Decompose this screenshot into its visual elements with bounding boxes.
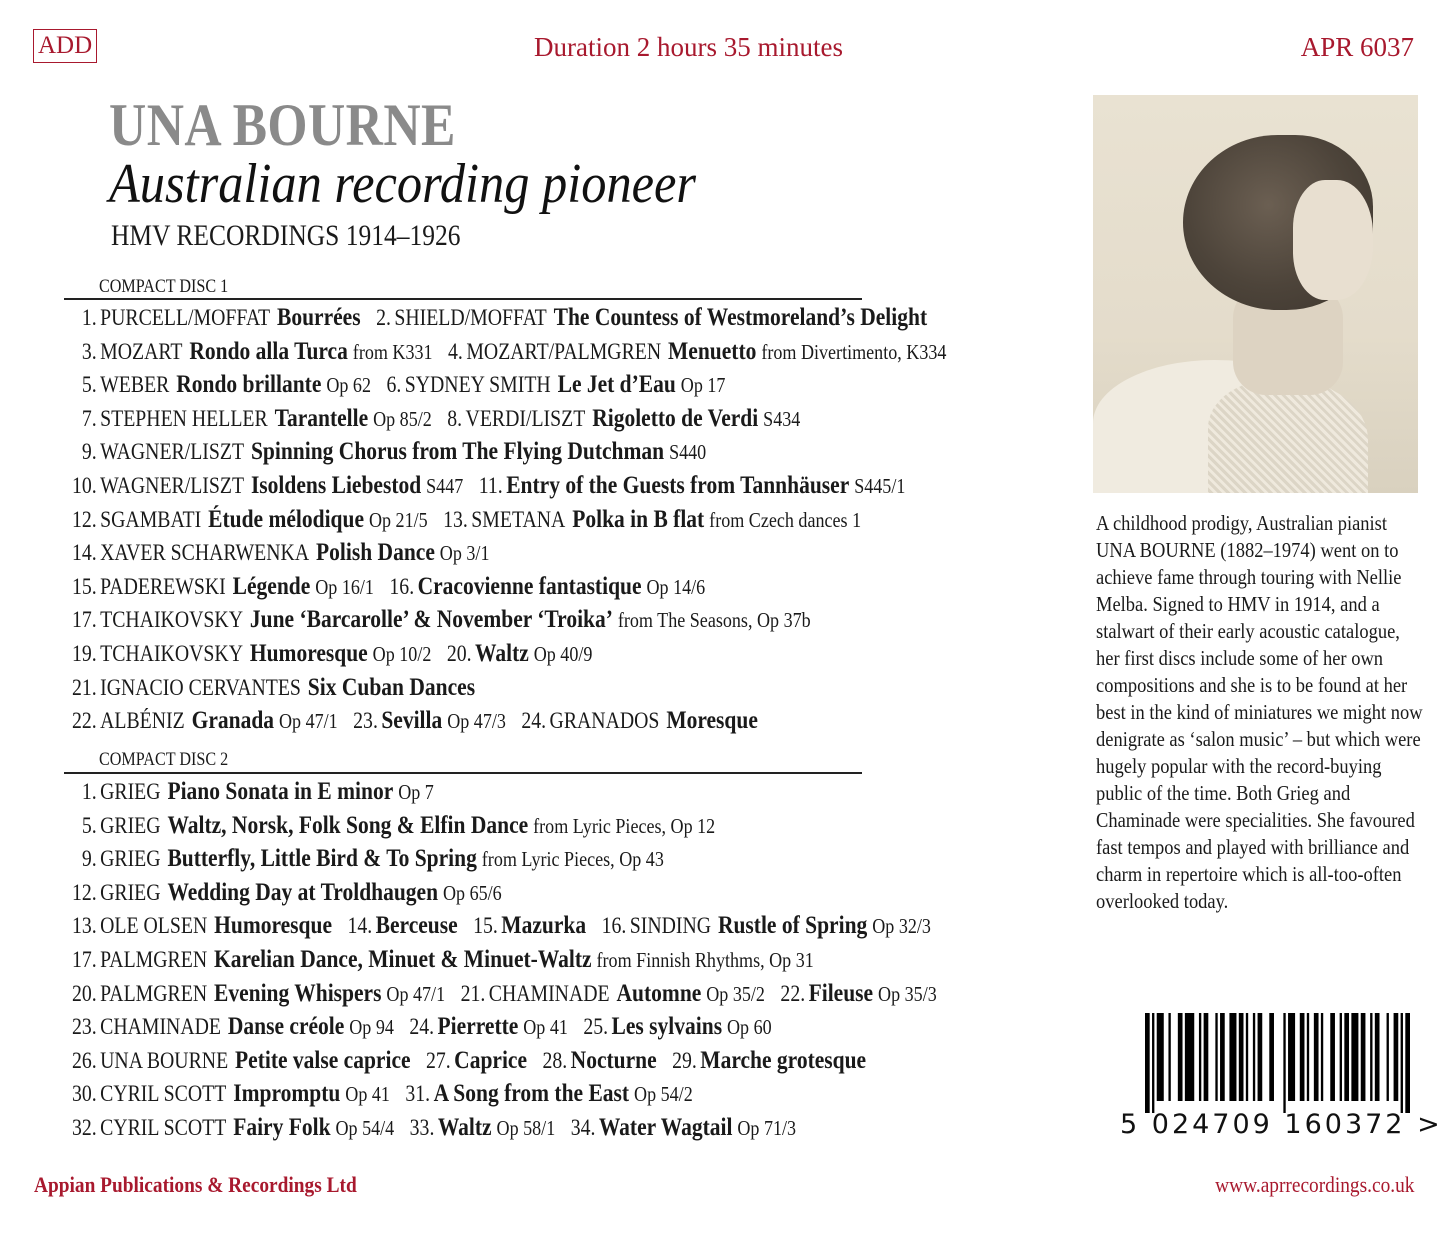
- track-composer: WAGNER/LISZT: [100, 473, 245, 498]
- track-title: Caprice: [454, 1046, 528, 1074]
- track-number: 14.: [347, 913, 373, 939]
- track-title: Butterfly, Little Bird & To Spring: [167, 845, 477, 873]
- track-number: 11.: [478, 473, 503, 498]
- track-number: 13.: [443, 506, 468, 532]
- tracklist-row: [64, 775, 434, 808]
- tracklist-row: [64, 335, 946, 368]
- track-title: Piano Sonata in E minor: [167, 778, 394, 805]
- track-detail: Op 54/4: [335, 1116, 395, 1140]
- track-title: The Countess of Westmoreland’s Delight: [553, 304, 928, 331]
- track-item: [672, 1048, 866, 1073]
- track-number: 20.: [446, 641, 472, 666]
- track-number: 12.: [71, 879, 97, 905]
- track-title: Rigoletto de Verdi: [592, 404, 759, 432]
- track-title: Automne: [616, 979, 702, 1007]
- track-title: Cracovienne fantastique: [417, 572, 642, 600]
- track-detail: Op 17: [680, 373, 726, 398]
- track-number: 15.: [71, 573, 97, 599]
- track-item: [64, 507, 428, 532]
- track-title: Waltz: [475, 640, 529, 667]
- track-title: Mazurka: [501, 912, 587, 940]
- track-item: [426, 1048, 527, 1073]
- track-detail: from Lyric Pieces, Op 43: [481, 847, 664, 872]
- track-title: Nocturne: [570, 1046, 657, 1074]
- track-number: 8.: [447, 405, 463, 431]
- track-item: [353, 708, 506, 733]
- track-title: Waltz: [437, 1114, 492, 1141]
- track-number: 27.: [426, 1047, 451, 1073]
- track-item: [64, 675, 475, 700]
- track-detail: Op 16/1: [315, 574, 374, 599]
- track-detail: S445/1: [854, 474, 906, 498]
- track-number: 23.: [353, 708, 378, 734]
- artist-name: UNA BOURNE: [109, 92, 456, 158]
- track-item: [64, 779, 434, 804]
- track-item: [64, 708, 338, 733]
- track-composer: WEBER: [100, 372, 170, 398]
- track-composer: OLE OLSEN: [100, 913, 208, 939]
- website-link[interactable]: www.aprrecordings.co.uk: [1214, 1172, 1414, 1197]
- photo-face-shape: [1293, 180, 1373, 300]
- tracklist-row: [64, 809, 715, 842]
- track-composer: GRIEG: [100, 846, 161, 872]
- track-item: [461, 981, 765, 1006]
- track-item: [448, 339, 946, 364]
- track-number: 16.: [389, 573, 415, 599]
- tracklist-row: [64, 704, 758, 737]
- track-item: [405, 1081, 692, 1106]
- track-number: 33.: [409, 1115, 435, 1140]
- track-title: June ‘Barcarolle’ & November ‘Troika’: [249, 606, 613, 634]
- track-detail: S434: [763, 406, 801, 431]
- photo-lace-shape: [1208, 380, 1368, 493]
- track-item: [389, 574, 705, 599]
- track-composer: VERDI/LISZT: [465, 405, 586, 431]
- track-item: [64, 305, 361, 330]
- track-item: [64, 1081, 390, 1106]
- track-title: Marche grotesque: [700, 1046, 867, 1074]
- track-composer: UNA BOURNE: [100, 1047, 229, 1073]
- track-composer: STEPHEN HELLER: [100, 405, 268, 431]
- track-number: 7.: [81, 405, 97, 431]
- track-item: [64, 981, 445, 1006]
- track-title: Tarantelle: [274, 404, 369, 432]
- track-title: Le Jet d’Eau: [557, 371, 676, 399]
- track-composer: TCHAIKOVSKY: [100, 607, 243, 633]
- tracklist-row: [64, 503, 861, 536]
- tracklist-row: [64, 909, 931, 942]
- track-title: A Song from the East: [433, 1080, 630, 1108]
- album-subtitle: Australian recording pioneer: [109, 153, 697, 215]
- track-number: 15.: [473, 913, 498, 939]
- track-item: [376, 305, 927, 330]
- tracklist-row: [64, 603, 811, 636]
- track-item: [64, 641, 431, 666]
- track-number: 12.: [71, 506, 97, 532]
- tracklist-row: [64, 301, 927, 334]
- track-detail: Op 62: [326, 373, 371, 398]
- track-item: [64, 540, 489, 565]
- track-detail: Op 14/6: [646, 574, 706, 599]
- track-title: Menuetto: [668, 337, 757, 365]
- track-title: Karelian Dance, Minuet & Minuet-Waltz: [213, 946, 592, 973]
- track-title: Légende: [232, 572, 311, 600]
- track-title: Étude mélodique: [208, 505, 365, 533]
- track-item: [64, 372, 371, 397]
- track-title: Polka in B flat: [572, 505, 705, 533]
- biography-text: A childhood prodigy, Australian pianist UNA BOURNE (1882–1974) went on to achieve fame through touring with Nellie Melba. Signed to HMV in 1914, and a stalwart of their early acoustic catalogue, her first discs include some of her own compositions and she is to be found at her best in the kind of miniatures we might now denigrate as ‘salon music’ – but which were hugely popular with the record-buying public of the time. Both Grieg and Chaminade were specialities. She favoured fast tempos and played with brilliance and charm in repertoire which is all-too-often overlooked today.: [1096, 511, 1423, 913]
- track-number: 30.: [71, 1081, 97, 1107]
- track-number: 24.: [521, 708, 547, 734]
- track-number: 22.: [71, 708, 97, 734]
- track-title: Fairy Folk: [233, 1114, 331, 1141]
- track-detail: Op 35/2: [706, 981, 765, 1006]
- track-item: [386, 372, 725, 397]
- disc2-divider: [64, 772, 862, 774]
- track-title: Waltz, Norsk, Folk Song & Elfin Dance: [167, 811, 529, 839]
- track-composer: MOZART: [100, 338, 183, 364]
- track-item: [602, 913, 931, 938]
- track-item: [64, 473, 463, 498]
- track-number: 9.: [81, 439, 97, 465]
- track-title: Berceuse: [375, 912, 458, 940]
- track-number: 1.: [81, 779, 97, 804]
- track-title: Sevilla: [381, 707, 443, 735]
- track-detail: Op 54/2: [634, 1082, 693, 1107]
- track-detail: Op 58/1: [496, 1116, 556, 1140]
- tracklist-row: [64, 671, 475, 704]
- track-composer: GRIEG: [100, 812, 161, 838]
- track-item: [410, 1115, 556, 1140]
- track-number: 24.: [409, 1014, 435, 1040]
- track-composer: XAVER SCHARWENKA: [100, 540, 310, 566]
- track-number: 13.: [71, 913, 97, 939]
- disc2-heading: COMPACT DISC 2: [99, 749, 229, 770]
- track-title: Six Cuban Dances: [307, 673, 476, 701]
- track-title: Rondo alla Turca: [189, 337, 348, 365]
- track-item: [583, 1014, 771, 1039]
- track-title: Granada: [191, 707, 275, 735]
- tracklist-row: [64, 536, 489, 569]
- track-number: 2.: [376, 305, 391, 330]
- add-badge: ADD: [33, 29, 97, 63]
- track-detail: from Finnish Rhythms, Op 31: [596, 948, 814, 972]
- track-composer: GRIEG: [100, 779, 161, 804]
- portrait-photo: [1093, 95, 1418, 493]
- track-detail: from Czech dances 1: [709, 507, 862, 532]
- track-number: 14.: [71, 540, 97, 566]
- track-title: Rondo brillante: [176, 371, 322, 399]
- track-detail: Op 41: [523, 1015, 568, 1040]
- track-title: Evening Whispers: [213, 979, 382, 1007]
- track-item: [64, 813, 715, 838]
- publisher-name: Appian Publications & Recordings Ltd: [34, 1172, 357, 1197]
- track-item: [409, 1014, 568, 1039]
- track-detail: from Lyric Pieces, Op 12: [533, 813, 716, 838]
- track-item: [64, 913, 332, 938]
- track-composer: GRANADOS: [549, 708, 660, 734]
- track-title: Spinning Chorus from The Flying Dutchman: [250, 438, 665, 466]
- track-detail: S447: [426, 474, 464, 498]
- track-item: [780, 981, 936, 1006]
- track-title: Pierrette: [437, 1013, 519, 1041]
- track-number: 29.: [672, 1047, 697, 1073]
- track-number: 17.: [71, 607, 97, 633]
- track-item: [64, 846, 664, 871]
- tracklist-row: [64, 435, 706, 468]
- track-composer: SHIELD/MOFFAT: [394, 305, 547, 330]
- track-number: 5.: [81, 812, 97, 838]
- track-detail: Op 47/1: [386, 981, 446, 1006]
- duration-text: Duration 2 hours 35 minutes: [534, 32, 843, 62]
- track-item: [64, 1115, 394, 1140]
- disc1-heading: COMPACT DISC 1: [99, 276, 229, 297]
- track-number: 10.: [71, 473, 97, 498]
- track-detail: Op 35/3: [878, 981, 937, 1006]
- track-title: Petite valse caprice: [235, 1046, 411, 1074]
- track-number: 4.: [448, 338, 463, 364]
- tracklist-row: [64, 402, 800, 435]
- track-item: [543, 1048, 657, 1073]
- track-detail: from The Seasons, Op 37b: [617, 608, 811, 633]
- track-item: [64, 1014, 394, 1039]
- track-composer: SINDING: [629, 913, 712, 939]
- track-detail: Op 60: [727, 1015, 772, 1040]
- track-composer: GRIEG: [100, 879, 161, 905]
- track-item: [64, 439, 706, 464]
- track-number: 21.: [71, 674, 97, 700]
- tracklist-row: [64, 1077, 693, 1110]
- track-title: Humoresque: [214, 912, 333, 940]
- track-title: Fileuse: [808, 979, 874, 1007]
- track-composer: CYRIL SCOTT: [100, 1115, 227, 1140]
- tracklist-row: [64, 842, 664, 875]
- series-title: HMV RECORDINGS 1914–1926: [111, 219, 461, 252]
- track-item: [64, 1048, 411, 1073]
- barcode-icon: [1145, 1013, 1410, 1113]
- track-number: 23.: [71, 1014, 97, 1040]
- track-item: [64, 947, 814, 972]
- track-number: 3.: [81, 338, 97, 364]
- track-title: Humoresque: [249, 640, 368, 667]
- track-detail: Op 41: [345, 1082, 390, 1107]
- track-number: 34.: [570, 1115, 596, 1140]
- tracklist-row: [64, 1111, 796, 1144]
- track-title: Rustle of Spring: [717, 912, 868, 940]
- track-item: [447, 406, 800, 431]
- tracklist-row: [64, 570, 705, 603]
- track-detail: Op 10/2: [372, 642, 432, 666]
- track-detail: Op 21/5: [368, 507, 428, 532]
- track-number: 31.: [405, 1081, 431, 1107]
- track-title: Polish Dance: [316, 539, 435, 567]
- track-composer: CHAMINADE: [100, 1014, 222, 1040]
- track-number: 16.: [601, 913, 627, 939]
- track-number: 17.: [71, 947, 97, 972]
- track-detail: Op 40/9: [533, 642, 593, 666]
- track-detail: Op 47/1: [278, 709, 338, 734]
- track-detail: Op 65/6: [443, 880, 502, 905]
- track-title: Bourrées: [276, 304, 361, 331]
- tracklist-row: [64, 637, 592, 670]
- track-composer: WAGNER/LISZT: [100, 439, 245, 465]
- track-number: 26.: [71, 1047, 97, 1073]
- track-number: 25.: [583, 1014, 609, 1040]
- track-number: 6.: [386, 372, 402, 398]
- track-title: Moresque: [666, 707, 758, 735]
- tracklist-row: [64, 1010, 772, 1043]
- track-detail: from K331: [352, 339, 433, 364]
- track-item: [347, 913, 457, 938]
- tracklist-row: [64, 977, 937, 1010]
- track-number: 9.: [81, 846, 97, 872]
- track-composer: PADEREWSKI: [100, 573, 226, 599]
- track-composer: SYDNEY SMITH: [404, 372, 551, 398]
- track-detail: S440: [669, 440, 707, 465]
- track-composer: SMETANA: [471, 506, 566, 532]
- track-composer: PALMGREN: [100, 980, 208, 1006]
- track-item: [64, 339, 433, 364]
- track-composer: PURCELL/MOFFAT: [100, 305, 271, 330]
- track-composer: MOZART/PALMGREN: [466, 338, 662, 364]
- track-number: 19.: [71, 641, 97, 666]
- track-title: Wedding Day at Troldhaugen: [167, 878, 439, 906]
- track-item: [64, 607, 811, 632]
- track-title: Isoldens Liebestod: [250, 472, 422, 499]
- track-detail: Op 32/3: [872, 914, 931, 939]
- track-detail: Op 47/3: [447, 709, 506, 734]
- track-composer: CYRIL SCOTT: [100, 1081, 227, 1107]
- track-item: [521, 708, 758, 733]
- track-composer: IGNACIO CERVANTES: [100, 674, 301, 700]
- track-title: Entry of the Guests from Tannhäuser: [506, 472, 850, 499]
- track-item: [447, 641, 593, 666]
- track-detail: Op 3/1: [439, 541, 490, 566]
- tracklist-row: [64, 943, 814, 976]
- track-item: [64, 574, 374, 599]
- track-title: Impromptu: [233, 1080, 341, 1108]
- track-item: [64, 880, 502, 905]
- track-item: [479, 473, 906, 498]
- track-composer: PALMGREN: [100, 947, 208, 972]
- track-number: 21.: [460, 980, 486, 1006]
- track-detail: Op 94: [349, 1015, 394, 1040]
- track-composer: ALBÉNIZ: [100, 708, 185, 734]
- disc1-divider: [64, 298, 862, 300]
- track-number: 32.: [71, 1115, 97, 1140]
- track-number: 1.: [81, 305, 97, 330]
- track-number: 22.: [780, 980, 806, 1006]
- track-item: [571, 1115, 796, 1140]
- track-number: 5.: [81, 372, 97, 398]
- track-title: Water Wagtail: [598, 1114, 733, 1141]
- track-number: 28.: [542, 1047, 568, 1073]
- track-item: [443, 507, 861, 532]
- track-number: 20.: [71, 980, 97, 1006]
- track-composer: TCHAIKOVSKY: [100, 641, 243, 666]
- track-detail: Op 85/2: [373, 406, 432, 431]
- track-composer: CHAMINADE: [488, 980, 610, 1006]
- tracklist-row: [64, 1044, 866, 1077]
- track-title: Les sylvains: [611, 1013, 723, 1041]
- barcode-digits: 5 024709 160372 >: [1120, 1109, 1443, 1140]
- track-item: [473, 913, 586, 938]
- track-detail: Op 7: [398, 780, 434, 804]
- tracklist-row: [64, 876, 502, 909]
- track-detail: from Divertimento, K334: [761, 339, 947, 364]
- tracklist-row: [64, 368, 725, 401]
- track-detail: Op 71/3: [737, 1116, 797, 1140]
- catalog-number: APR 6037: [1300, 32, 1414, 62]
- track-composer: SGAMBATI: [100, 506, 202, 532]
- track-title: Danse créole: [227, 1013, 345, 1041]
- track-item: [64, 406, 432, 431]
- tracklist-row: [64, 469, 905, 502]
